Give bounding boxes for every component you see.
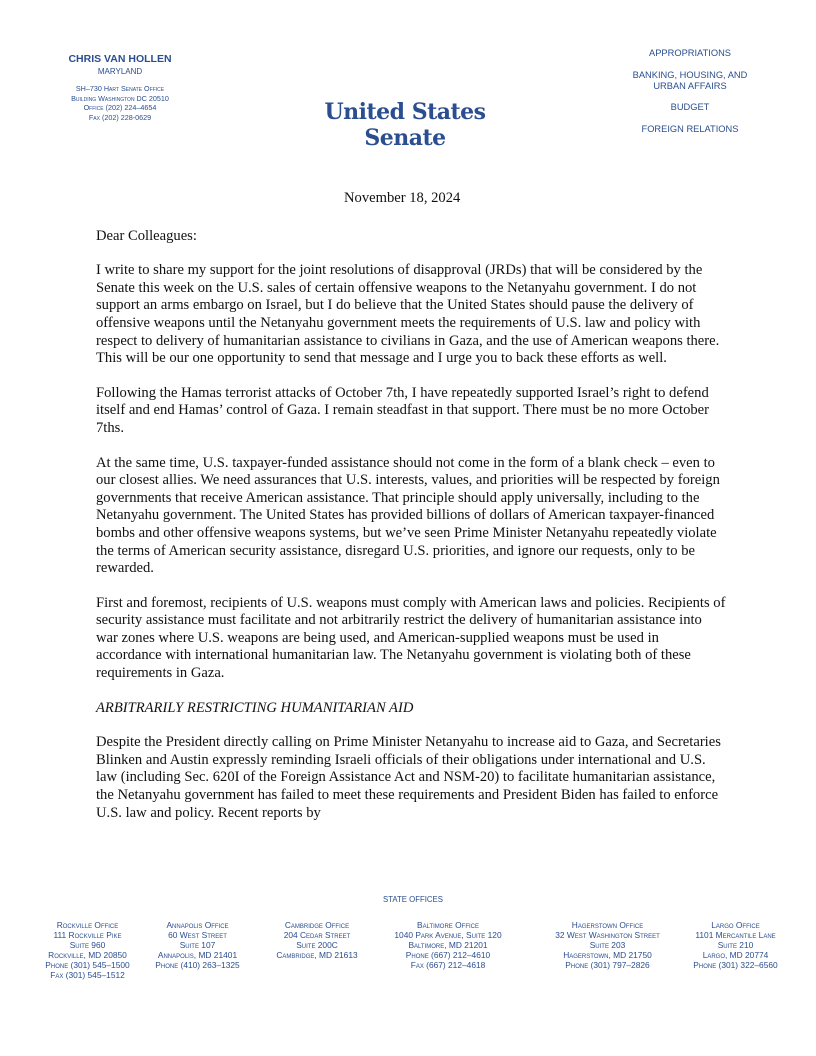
office-line: 204 Cedar Street [283,930,351,940]
office-line: Suite 210 [717,940,754,950]
paragraph: Following the Hamas terrorist attacks of October 7th, I have repeatedly supported Israel’s right to defend itself and end Hamas’ control of Gaza. I remain steadfast in that support. There must be no more October 7ths. [96,384,710,436]
office-annapolis [145,920,250,970]
letter-date: November 18, 2024 [344,190,461,206]
office-line: 1040 Park Avenue, Suite 120 [394,930,502,940]
office-line: Suite 107 [179,940,216,950]
office-line: Fax (301) 545–1512 [50,970,125,980]
sender-block [40,53,200,122]
office-line: Hagerstown Office [571,920,644,930]
office-line: Largo Office [711,920,760,930]
committee-item: APPROPRIATIONS [649,48,731,58]
office-line: Rockville, MD 20850 [48,950,127,960]
office-line: 1101 Mercantile Lane [695,930,776,940]
office-line: Suite 200C [296,940,338,950]
office-line: Rockville Office [56,920,119,930]
section-heading: ARBITRARILY RESTRICTING HUMANITARIAN AID [96,699,414,716]
salutation: Dear Colleagues: [96,227,197,244]
state-offices-title: STATE OFFICES [383,895,443,904]
office-address [40,84,200,122]
office-baltimore [378,920,518,970]
office-line: Suite 960 [69,940,106,950]
paragraph: At the same time, U.S. taxpayer-funded assistance should not come in the form of a blank check – even to our closest allies. We need assurances that U.S. interests, values, and priorities will be respected by foreign governments that receive American assistance. That principle should apply universally, including to the Netanyahu government. The United States has provided billions of dollars of American taxpayer-financed bombs and other offensive weapons systems, but we’ve seen Prime Minister Netanyahu repeatedly violate the terms of American security assistance, disregard U.S. priorities, and ignore our requests, only to be rewarded. [96,454,720,577]
office-line: 60 West Street [168,930,227,940]
committee-list [610,48,770,146]
committee-item: BANKING, HOUSING, AND URBAN AFFAIRS [632,70,748,91]
office-line: Baltimore, MD 21201 [408,940,488,950]
office-line: Suite 203 [589,940,626,950]
address-line: SH–730 Hart Senate Office [75,84,165,93]
address-line: Office (202) 224–4654 [83,103,157,113]
office-line: Annapolis, MD 21401 [157,950,238,960]
address-line: Fax (202) 228-0629 [88,112,152,122]
paragraph: I write to share my support for the joint resolutions of disapproval (JRDs) that will be considered by the Senate this week on the U.S. sales of certain offensive weapons to the Netanyahu government. I do not support an arms embargo on Israel, but I do believe that the United States should pause the delivery of offensive weapons until the Netanyahu government meets the requirements of U.S. law and policy with respect to delivery of humanitarian assistance to civilians in Gaza, and the use of American weapons there. This will be our one opportunity to send that message and I urge you to back these efforts as well. [96,262,720,367]
office-rockville [30,920,145,980]
office-hagerstown [535,920,680,970]
office-line: Phone (301) 797–2826 [565,960,650,970]
office-line: Hagerstown, MD 21750 [563,950,652,960]
senator-state: MARYLAND [97,67,143,76]
office-line: Phone (410) 263–1325 [155,960,240,970]
office-line: Annapolis Office [166,920,229,930]
senate-seal-text: United States Senate [324,99,486,151]
office-line: Largo, MD 20774 [702,950,769,960]
office-line: 111 Rockville Pike [53,930,122,940]
letter-body [96,190,726,839]
senator-name: CHRIS VAN HOLLEN [68,53,172,65]
committee-item: FOREIGN RELATIONS [641,124,739,134]
office-line: Phone (667) 212–4610 [405,950,491,960]
office-largo [683,920,788,970]
committee-item: BUDGET [670,102,710,112]
office-line: Cambridge, MD 21613 [276,950,358,960]
address-line: Building Washington DC 20510 [71,93,169,103]
office-line: Phone (301) 322–6560 [693,960,778,970]
office-line: Fax (667) 212–4618 [410,960,486,970]
office-cambridge [262,920,372,960]
office-line: 32 West Washington Street [555,930,660,940]
paragraph: Despite the President directly calling on Prime Minister Netanyahu to increase aid to Gaza, and Secretaries Blinken and Austin expressly reminding Israeli officials of their obligations under international and U.S. law (including Sec. 620I of the Foreign Assistance Act and NSM-20) to facilitate humanitarian assistance, the Netanyahu government has failed to meet these requirements and President Biden has failed to enforce U.S. law and policy. Recent reports by [96,734,721,821]
office-line: Phone (301) 545–1500 [45,960,130,970]
office-line: Baltimore Office [417,920,479,930]
paragraph: First and foremost, recipients of U.S. weapons must comply with American laws and policies. Recipients of security assistance must facilitate and not arbitrarily restrict the delivery of humanitarian assistance into war zones where U.S. weapons are being used, and American-supplied weapons must be used in accordance with international humanitarian law. The Netanyahu government is violating both of these requirements in Gaza. [96,594,726,682]
office-line: Cambridge Office [284,920,350,930]
